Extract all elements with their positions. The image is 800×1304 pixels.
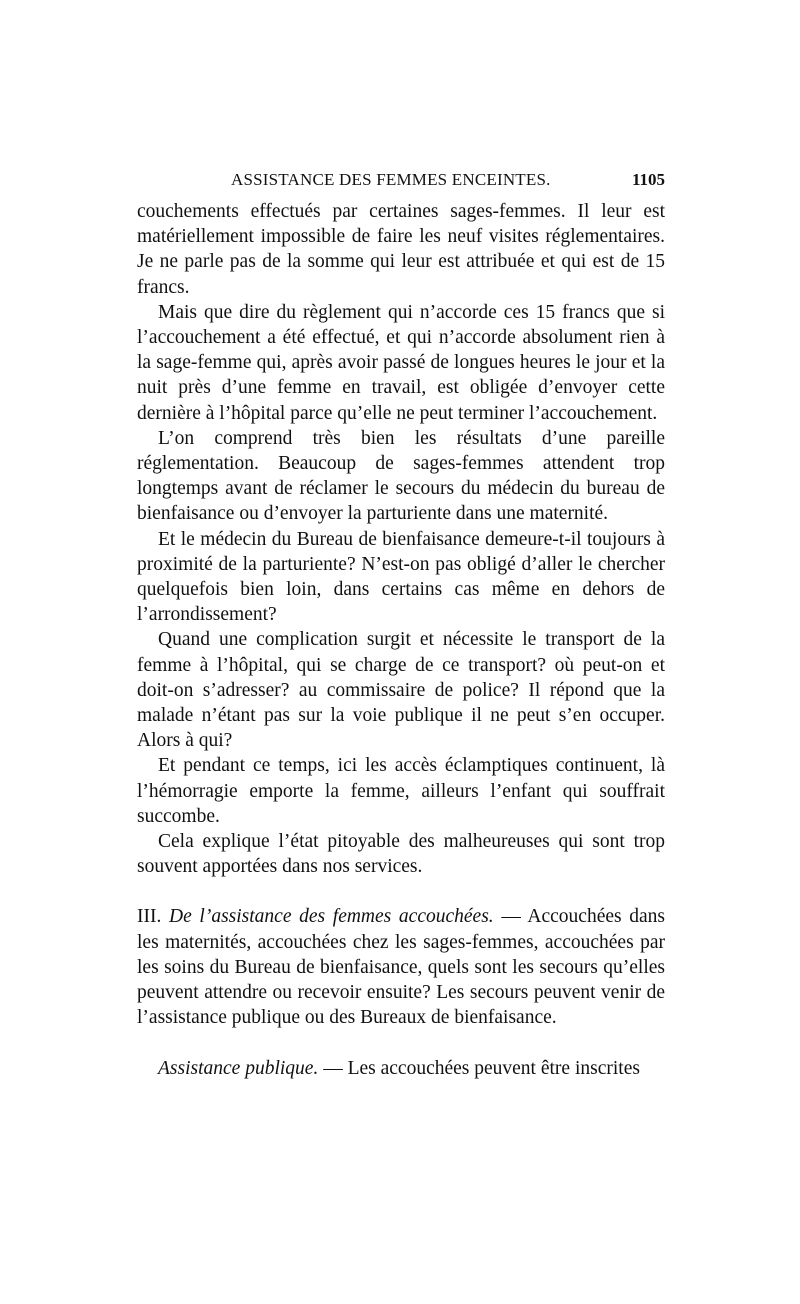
page-number: 1105: [631, 170, 665, 189]
running-header: [137, 170, 665, 194]
section-paragraph: [137, 904, 665, 1030]
body-text: [137, 199, 665, 1081]
subsection-paragraph: [137, 1056, 665, 1081]
paragraph: Mais que dire du règlement qui n’accorde ces 15 francs que si l’accouchement a été effectué, et qui n’accorde absolument rien à la sage-femme qui, après avoir passé de longues heures le jour et la nuit près d’une femme en travail, est obligée d’envoyer cette dernière à l’hôpital parce qu’elle ne peut terminer l’accouchement.: [137, 301, 665, 424]
paragraph: Et le médecin du Bureau de bienfaisance demeure-t-il toujours à proximité de la parturiente? N’est-on pas obligé d’aller le chercher quelquefois bien loin, dans certains cas même en dehors de l’arrondissement?: [137, 528, 665, 626]
section-text: — Accouchées dans les maternités, accouchées chez les sages-femmes, accouchées par les soins du Bureau de bienfaisance, quels sont les secours qu’elles peuvent attendre ou recevoir ensuite? Les secours peuvent venir de l’assistance publique ou des Bureaux de bienfaisance.: [137, 906, 665, 1029]
paragraph: Et pendant ce temps, ici les accès éclamptiques continuent, là l’hémorragie emporte la femme, ailleurs l’enfant qui souffrait succombe.: [137, 755, 665, 827]
paragraph: Cela explique l’état pitoyable des malheureuses qui sont trop souvent apportées dans nos services.: [137, 831, 665, 878]
subsection-text: — Les accouchées peuvent être inscrites: [323, 1057, 640, 1079]
subsection-title: Assistance publique.: [158, 1057, 319, 1079]
paragraph: couchements effectués par certaines sages-femmes. Il leur est matériellement impossible de faire les neuf visites réglementaires. Je ne parle pas de la somme qui leur est attribuée et qui est de 15 francs.: [137, 201, 665, 298]
section-title: De l’assistance des femmes accouchées.: [169, 906, 494, 928]
paragraph: Quand une complication surgit et nécessite le transport de la femme à l’hôpital, qui se charge de ce transport? où peut-on et doit-on s’adresser? au commissaire de police? Il répond que la malade n’étant pas sur la voie publique il ne peut s’en occuper. Alors à qui?: [137, 629, 665, 752]
paragraph: L’on comprend très bien les résultats d’une pareille réglementation. Beaucoup de sages-femmes attendent trop longtemps avant de réclamer le secours du médecin du bureau de bienfaisance ou d’envoyer la parturiente dans une maternité.: [137, 427, 665, 525]
section-number: III.: [137, 906, 162, 928]
running-title: ASSISTANCE DES FEMMES ENCEINTES.: [231, 170, 551, 189]
